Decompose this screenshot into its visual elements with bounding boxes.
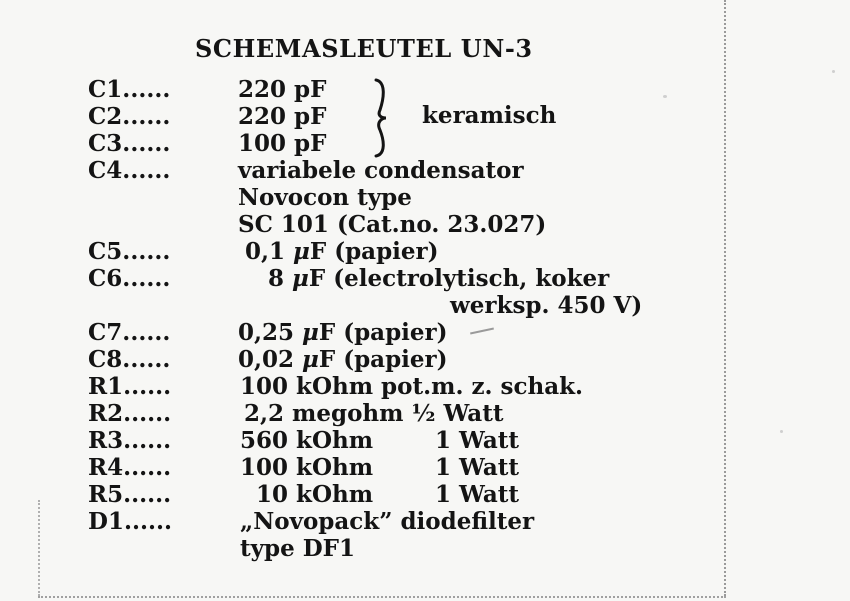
component-value: F (papier) [309,238,439,265]
component-label: D1...... [88,508,172,535]
component-value: F (papier) [318,346,448,373]
component-value: 100 kOhm pot.m. z. schak. [240,373,584,400]
component-label: C4...... [88,157,171,184]
component-row-r5 [0,481,724,508]
component-value: 220 pF [238,103,327,130]
component-row-c2 [0,103,724,130]
component-value: Novocon type [238,184,412,211]
component-row-r2 [0,400,724,427]
component-value-number: 0,25 [238,319,303,346]
component-row-c7 [0,319,724,346]
micro-unit: μ [293,238,310,265]
component-value: 2,2 megohm ½ Watt [244,400,504,427]
component-row-c8 [0,346,724,373]
component-label: C6...... [88,265,171,292]
component-value: type DF1 [240,535,355,562]
component-label: R4...... [88,454,172,481]
group-label: keramisch [422,102,557,129]
component-row-c6 [0,265,724,292]
component-label: R5...... [88,481,172,508]
component-value: F (electrolytisch, koker [308,265,610,292]
component-value: SC 101 (Cat.no. 23.027) [238,211,547,238]
component-row-continuation [0,292,724,319]
component-label: R1...... [88,373,172,400]
component-value: 220 pF [238,76,327,103]
paper-speck [663,95,667,98]
component-row-c4 [0,157,724,184]
component-wattage: 1 Watt [435,481,519,508]
micro-unit: μ [302,346,319,373]
component-row-c5 [0,238,724,265]
component-label: C2...... [88,103,171,130]
component-value: 100 kOhm [240,454,374,481]
component-row-continuation [0,184,724,211]
component-value-number: 0,02 [238,346,303,373]
component-value: „Novopack” diodefilter [240,508,535,535]
component-value-number: 0,1 [245,238,294,265]
dotted-border-right [724,0,726,596]
component-value-number: 8 [268,265,293,292]
paper-speck [780,430,783,433]
component-value: 10 kOhm [256,481,374,508]
component-value: 560 kOhm [240,427,374,454]
page-title: SCHEMASLEUTEL UN-3 [195,34,533,63]
dotted-border-bottom [38,596,726,598]
component-value: F (papier) [318,319,448,346]
micro-unit: μ [292,265,309,292]
component-value: variabele condensator [238,157,524,184]
component-value: 100 pF [238,130,327,157]
component-row-r1 [0,373,724,400]
component-row-continuation [0,535,724,562]
curly-brace-icon [368,76,404,160]
micro-unit: μ [302,319,319,346]
component-value: werksp. 450 V) [450,292,643,319]
component-label: R3...... [88,427,172,454]
component-label: C5...... [88,238,171,265]
component-row-c1 [0,76,724,103]
component-label: C7...... [88,319,171,346]
component-row-r3 [0,427,724,454]
component-label: C3...... [88,130,171,157]
component-label: C1...... [88,76,171,103]
component-row-r4 [0,454,724,481]
component-label: C8...... [88,346,171,373]
component-wattage: 1 Watt [435,427,519,454]
component-wattage: 1 Watt [435,454,519,481]
component-row-continuation [0,211,724,238]
component-label: R2...... [88,400,172,427]
component-row-c3 [0,130,724,157]
component-row-d1 [0,508,724,535]
paper-speck [832,70,835,73]
